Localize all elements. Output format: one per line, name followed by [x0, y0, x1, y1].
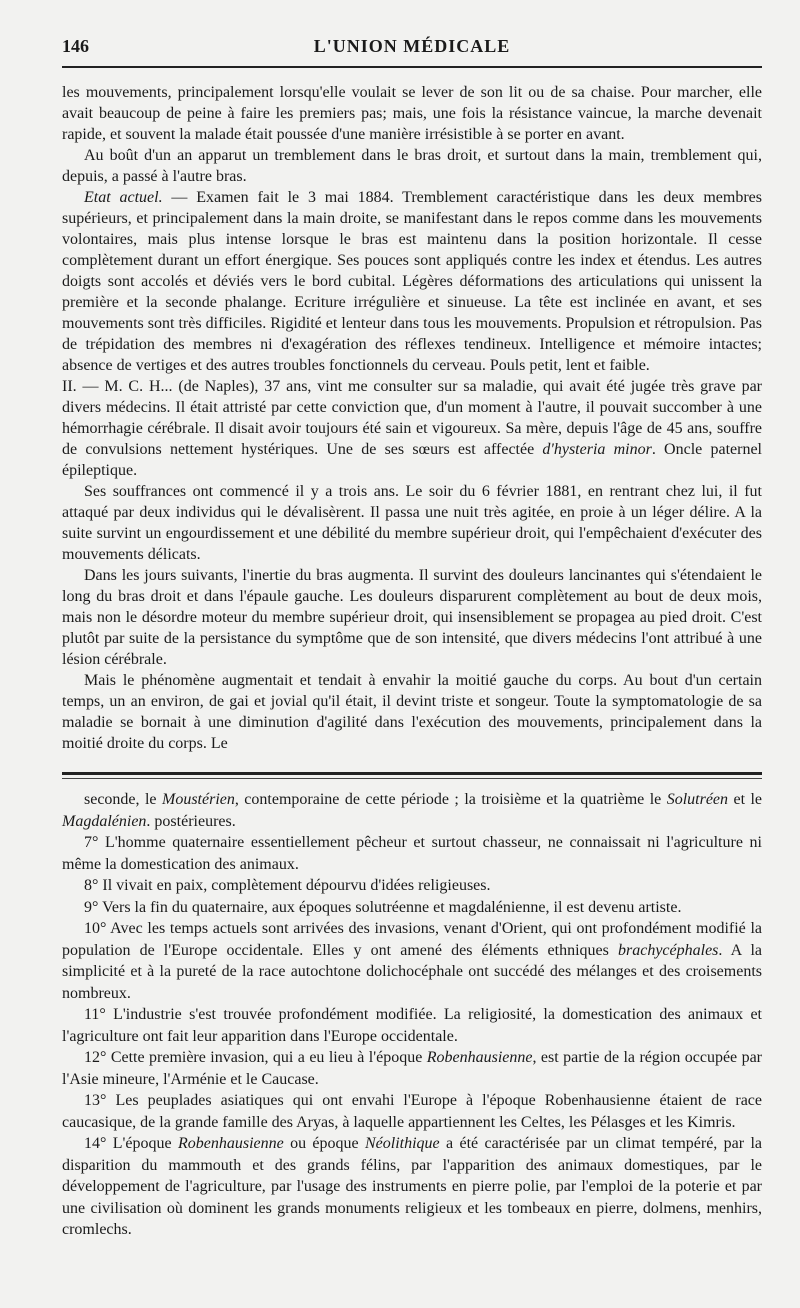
- feuilleton-paragraph: 8° Il vivait en paix, complètement dépourvu d'idées religieuses.: [84, 877, 491, 894]
- feuilleton-body: [62, 789, 762, 1241]
- feuilleton-rule-thick: [62, 772, 762, 775]
- article-body: [62, 82, 762, 754]
- italic-term: Néolithique: [365, 1135, 440, 1152]
- paragraph-lead: Etat actuel.: [84, 189, 163, 206]
- italic-term: Solutréen: [666, 791, 729, 808]
- italic-term: Moustérien: [161, 791, 235, 808]
- article-paragraph: Mais le phénomène augmentait et tendait à envahir la moitié gauche du corps. Au bout d'un certain temps, un an environ, de gai et jovial qu'il était, il devint triste et songeur. Toute la symptomatologie de sa maladie se bornait à une diminution d'agilité dans l'exécution des mouvements, principalement dans la moitié droite du corps. Le: [62, 672, 762, 752]
- article-paragraph: les mouvements, principalement lorsqu'elle voulait se lever de son lit ou de sa chaise. Pour marcher, elle avait beaucoup de peine à faire les premiers pas; mais, une fois la résistance vaincue, la marche devenait rapide, et souvent la malade était poussée d'une manière irrésistible à se porter en avant.: [62, 84, 762, 143]
- feuilleton-paragraph: seconde, le Moustérien, contemporaine de cette période ; la troisième et la quatrième le Solutréen et le Magdalénien. postérieures.: [62, 791, 763, 830]
- feuilleton-paragraph: 10° Avec les temps actuels sont arrivées des invasions, venant d'Orient, qui ont profondément modifié la population de l'Europe occidentale. Elles y ont amené des éléments ethniques brachycéphales. A la simplicité et à la pureté de la race autochtone dolichocéphale ont succédé des mélanges et des croisements nombreux.: [62, 920, 762, 1002]
- page-header: [62, 32, 762, 62]
- feuilleton-rule-thin: [62, 778, 762, 779]
- italic-term: d'hysteria minor: [542, 441, 652, 458]
- feuilleton-paragraph: 14° L'époque Robenhausienne ou époque Néolithique a été caractérisée par un climat tempéré, par la disparition du mammouth et des grands félins, par l'apparition des animaux domestiques, par le développement de l'agriculture, par l'usage des instruments en pierre polie, par l'emploi de la poterie et par une civilisation où dominent les grands monuments religieux et les tombeaux en pierre, dolmens, menhirs, cromlechs.: [62, 1135, 762, 1238]
- article-paragraph: Dans les jours suivants, l'inertie du bras augmenta. Il survint des douleurs lancinantes qui s'étendaient le long du bras droit et dans l'épaule gauche. Les douleurs disparurent complètement au bout de deux mois, mais non le désordre moteur du membre supérieur droit, qui insensiblement se propagea au pied droit. C'est plutôt par suite de la persistance du symptôme que de son intensité, que divers médecins l'ont attribué à une lésion cérébrale.: [62, 567, 762, 668]
- italic-term: Robenhausienne: [426, 1049, 533, 1066]
- feuilleton-paragraph: 11° L'industrie s'est trouvée profondément modifiée. La religiosité, la domestication des animaux et l'agriculture ont fait leur apparition dans l'Europe occidentale.: [62, 1006, 762, 1045]
- article-paragraph: II. — M. C. H... (de Naples), 37 ans, vint me consulter sur sa maladie, qui avait été jugée très grave par divers médecins. Il était attristé par cette conviction que, d'un moment à l'autre, il pouvait succomber à une hémorrhagie cérébrale. Il disait avoir toujours été sain et vigoureux. Sa mère, depuis l'âge de 45 ans, souffre de convulsions nettement hystériques. Une de ses sœurs est affectée d'hysteria minor. Oncle paternel épileptique.: [62, 378, 763, 479]
- article-paragraph: Au boût d'un an apparut un tremblement dans le bras droit, et surtout dans la main, tremblement qui, depuis, a passé à l'autre bras.: [62, 147, 762, 185]
- case-heading: II. — M. C. H...: [62, 378, 173, 395]
- article-paragraph: Ses souffrances ont commencé il y a trois ans. Le soir du 6 février 1881, en rentrant chez lui, il fut attaqué par deux individus qui le dévalisèrent. Il passa une nuit très agitée, en proie à un léger délire. A la suite survint un engourdissement et une débilité du membre supérieur droit, qui l'empêchaient d'exécuter des mouvements délicats.: [62, 483, 762, 563]
- italic-term: brachycéphales: [618, 941, 719, 959]
- italic-term: Robenhausienne: [177, 1135, 284, 1152]
- article-paragraph: Etat actuel. — Examen fait le 3 mai 1884. Tremblement caractéristique dans les deux membres supérieurs, et principalement dans la main droite, se manifestant dans le repos comme dans les mouvements volontaires, mais plus intense lorsque le bras est maintenu dans la position horizontale. Il cesse complètement durant un effort énergique. Ses pouces sont appliqués contre les index et étendus. Les autres doigts sont accolés et déviés vers le bord cubital. Légères déformations des articulations qui unissent la première et la seconde phalange. Ecriture irrégulière et sinueuse. La tête est inclinée en avant, et ses mouvements sont très difficiles. Rigidité et lenteur dans tous les mouvements. Propulsion et rétropulsion. Pas de trépidation des membres ni d'exagération des réflexes tendineux. Intelligence et mémoire intactes; absence de vertiges et des autres troubles fonctionnels du cerveau. Pouls petit, lent et faible.: [62, 189, 762, 374]
- feuilleton-paragraph: 9° Vers la fin du quaternaire, aux époques solutréenne et magdalénienne, il est devenu artiste.: [84, 898, 682, 916]
- page-number: 146: [62, 36, 89, 56]
- running-title: L'UNION MÉDICALE: [313, 36, 511, 56]
- header-rule: [62, 66, 762, 68]
- feuilleton-paragraph: 13° Les peuplades asiatiques qui ont envahi l'Europe à l'époque Robenhausienne étaient de race caucasique, de la grande famille des Aryas, à laquelle appartiennent les Celtes, les Pélasges et les Kimris.: [62, 1092, 762, 1131]
- italic-term: Magdalénien: [62, 812, 147, 830]
- feuilleton-paragraph: 12° Cette première invasion, qui a eu lieu à l'époque Robenhausienne, est partie de la région occupée par l'Asie mineure, l'Arménie et le Caucase.: [62, 1049, 762, 1088]
- feuilleton-paragraph: 7° L'homme quaternaire essentiellement pêcheur et surtout chasseur, ne connaissait ni l'agriculture ni même la domestication des animaux.: [62, 834, 762, 873]
